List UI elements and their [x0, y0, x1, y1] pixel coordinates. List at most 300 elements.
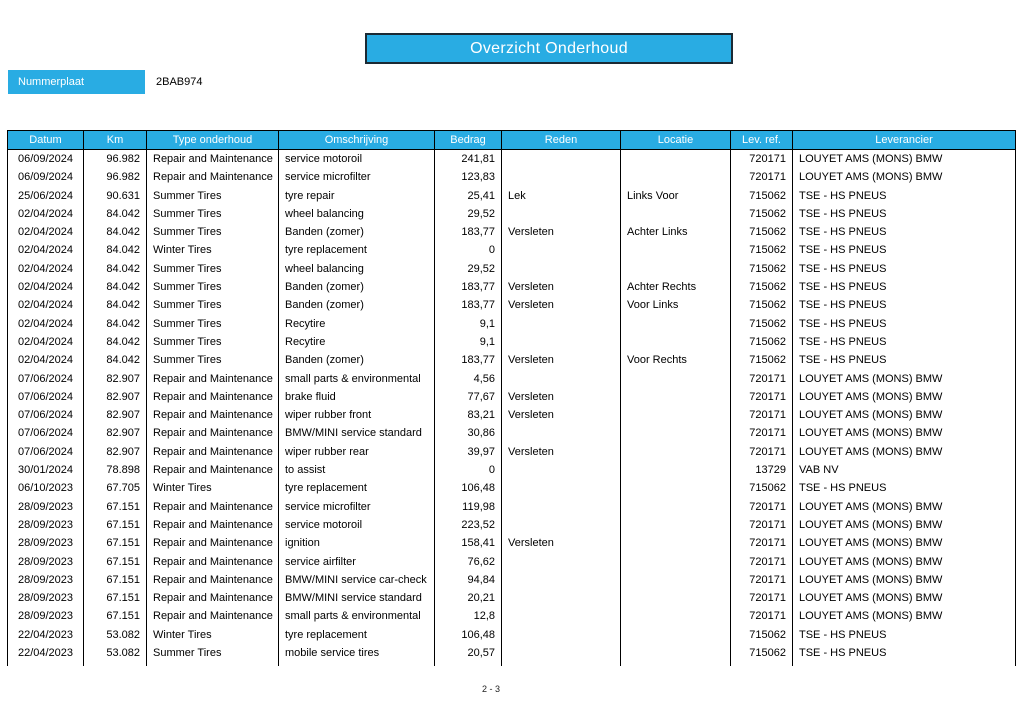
- cell-bedrag: 20,57: [435, 644, 502, 662]
- cell-lev-ref: 720171: [731, 498, 793, 516]
- cell-leverancier: LOUYET AMS (MONS) BMW: [793, 516, 1016, 534]
- cell-datum: 28/09/2023: [8, 516, 84, 534]
- cell-km: 78.898: [84, 461, 147, 479]
- cell-leverancier: TSE - HS PNEUS: [793, 315, 1016, 333]
- table-row: [8, 644, 1016, 662]
- cell-reden: [502, 589, 621, 607]
- cell-datum: 22/04/2023: [8, 644, 84, 662]
- cell-bedrag: 183,77: [435, 223, 502, 241]
- cell-type-onderhoud: Repair and Maintenance: [147, 388, 279, 406]
- cell-bedrag: 29,52: [435, 205, 502, 223]
- cell-reden: [502, 205, 621, 223]
- cell-km: 82.907: [84, 388, 147, 406]
- cell-lev-ref: 720171: [731, 589, 793, 607]
- cell-omschrijving: service microfilter: [279, 168, 435, 186]
- cell-type-onderhoud: Repair and Maintenance: [147, 461, 279, 479]
- cell-lev-ref: 715062: [731, 333, 793, 351]
- cell-lev-ref: 720171: [731, 370, 793, 388]
- page-number: 2 - 3: [481, 684, 500, 694]
- cell-reden: [502, 516, 621, 534]
- cell-bedrag: 83,21: [435, 406, 502, 424]
- cell-reden: Versleten: [502, 278, 621, 296]
- cell-locatie: [621, 479, 731, 497]
- cell-omschrijving: Recytire: [279, 333, 435, 351]
- cell-datum: 28/09/2023: [8, 571, 84, 589]
- table-row: [8, 479, 1016, 497]
- cell-leverancier: LOUYET AMS (MONS) BMW: [793, 388, 1016, 406]
- cell-datum: 02/04/2024: [8, 333, 84, 351]
- cell-bedrag: 183,77: [435, 296, 502, 314]
- stub-cell: [279, 662, 435, 666]
- license-plate-label: Nummerplaat: [8, 70, 145, 94]
- cell-type-onderhoud: Repair and Maintenance: [147, 516, 279, 534]
- cell-omschrijving: BMW/MINI service standard: [279, 589, 435, 607]
- cell-lev-ref: 715062: [731, 626, 793, 644]
- cell-locatie: [621, 333, 731, 351]
- cell-datum: 07/06/2024: [8, 406, 84, 424]
- cell-leverancier: TSE - HS PNEUS: [793, 241, 1016, 259]
- cell-omschrijving: Banden (zomer): [279, 278, 435, 296]
- cell-omschrijving: service motoroil: [279, 516, 435, 534]
- cell-lev-ref: 13729: [731, 461, 793, 479]
- cell-locatie: [621, 607, 731, 625]
- cell-locatie: [621, 168, 731, 186]
- table-row: [8, 278, 1016, 296]
- cell-leverancier: LOUYET AMS (MONS) BMW: [793, 406, 1016, 424]
- table-row: [8, 296, 1016, 314]
- cell-datum: 02/04/2024: [8, 241, 84, 259]
- cell-lev-ref: 720171: [731, 388, 793, 406]
- cell-omschrijving: service airfilter: [279, 553, 435, 571]
- cell-km: 67.151: [84, 571, 147, 589]
- cell-datum: 02/04/2024: [8, 223, 84, 241]
- table-row: [8, 626, 1016, 644]
- cell-bedrag: 0: [435, 241, 502, 259]
- cell-bedrag: 123,83: [435, 168, 502, 186]
- table-row: [8, 241, 1016, 259]
- cell-reden: Versleten: [502, 223, 621, 241]
- cell-bedrag: 9,1: [435, 333, 502, 351]
- cell-reden: [502, 168, 621, 186]
- table-row: [8, 150, 1016, 169]
- cell-bedrag: 20,21: [435, 589, 502, 607]
- cell-datum: 28/09/2023: [8, 553, 84, 571]
- table-row: [8, 589, 1016, 607]
- cell-bedrag: 106,48: [435, 479, 502, 497]
- cell-datum: 07/06/2024: [8, 388, 84, 406]
- cell-lev-ref: 715062: [731, 315, 793, 333]
- cell-reden: Versleten: [502, 443, 621, 461]
- cell-locatie: [621, 260, 731, 278]
- cell-locatie: [621, 443, 731, 461]
- cell-bedrag: 77,67: [435, 388, 502, 406]
- stub-cell: [147, 662, 279, 666]
- cell-type-onderhoud: Repair and Maintenance: [147, 168, 279, 186]
- cell-reden: [502, 424, 621, 442]
- cell-datum: 02/04/2024: [8, 315, 84, 333]
- cell-locatie: [621, 589, 731, 607]
- cell-type-onderhoud: Summer Tires: [147, 644, 279, 662]
- cell-lev-ref: 720171: [731, 424, 793, 442]
- cell-datum: 02/04/2024: [8, 351, 84, 369]
- column-header-omschrijving: Omschrijving: [279, 131, 435, 150]
- cell-leverancier: LOUYET AMS (MONS) BMW: [793, 370, 1016, 388]
- cell-type-onderhoud: Winter Tires: [147, 479, 279, 497]
- cell-reden: [502, 370, 621, 388]
- cell-type-onderhoud: Summer Tires: [147, 278, 279, 296]
- cell-lev-ref: 715062: [731, 644, 793, 662]
- cell-lev-ref: 720171: [731, 553, 793, 571]
- table-row: [8, 168, 1016, 186]
- cell-km: 82.907: [84, 370, 147, 388]
- cell-locatie: [621, 406, 731, 424]
- cell-reden: [502, 333, 621, 351]
- cell-leverancier: LOUYET AMS (MONS) BMW: [793, 607, 1016, 625]
- cell-reden: [502, 479, 621, 497]
- cell-lev-ref: 720171: [731, 516, 793, 534]
- cell-locatie: [621, 315, 731, 333]
- cell-omschrijving: Banden (zomer): [279, 223, 435, 241]
- cell-reden: [502, 571, 621, 589]
- cell-km: 67.151: [84, 534, 147, 552]
- cell-km: 84.042: [84, 333, 147, 351]
- cell-datum: 28/09/2023: [8, 607, 84, 625]
- table-row: [8, 534, 1016, 552]
- cell-lev-ref: 720171: [731, 168, 793, 186]
- table-row: [8, 571, 1016, 589]
- cell-locatie: [621, 370, 731, 388]
- cell-lev-ref: 720171: [731, 150, 793, 169]
- cell-bedrag: 158,41: [435, 534, 502, 552]
- cell-lev-ref: 715062: [731, 205, 793, 223]
- cell-km: 90.631: [84, 187, 147, 205]
- cell-reden: [502, 607, 621, 625]
- cell-locatie: Voor Links: [621, 296, 731, 314]
- cell-reden: [502, 626, 621, 644]
- cell-type-onderhoud: Repair and Maintenance: [147, 571, 279, 589]
- cell-leverancier: LOUYET AMS (MONS) BMW: [793, 424, 1016, 442]
- cell-leverancier: LOUYET AMS (MONS) BMW: [793, 589, 1016, 607]
- table-continuation-stub: [8, 662, 1016, 666]
- cell-km: 84.042: [84, 241, 147, 259]
- table-row: [8, 260, 1016, 278]
- cell-omschrijving: tyre replacement: [279, 479, 435, 497]
- cell-omschrijving: wiper rubber rear: [279, 443, 435, 461]
- cell-reden: Versleten: [502, 351, 621, 369]
- cell-lev-ref: 715062: [731, 479, 793, 497]
- cell-datum: 07/06/2024: [8, 443, 84, 461]
- stub-cell: [731, 662, 793, 666]
- cell-type-onderhoud: Repair and Maintenance: [147, 406, 279, 424]
- column-header-km: Km: [84, 131, 147, 150]
- table-row: [8, 498, 1016, 516]
- cell-km: 84.042: [84, 315, 147, 333]
- cell-reden: [502, 461, 621, 479]
- cell-km: 96.982: [84, 168, 147, 186]
- cell-locatie: Voor Rechts: [621, 351, 731, 369]
- cell-locatie: [621, 644, 731, 662]
- cell-locatie: [621, 553, 731, 571]
- cell-locatie: [621, 516, 731, 534]
- cell-locatie: [621, 241, 731, 259]
- cell-km: 82.907: [84, 424, 147, 442]
- cell-leverancier: LOUYET AMS (MONS) BMW: [793, 571, 1016, 589]
- cell-type-onderhoud: Repair and Maintenance: [147, 443, 279, 461]
- table-row: [8, 443, 1016, 461]
- cell-datum: 02/04/2024: [8, 205, 84, 223]
- cell-bedrag: 241,81: [435, 150, 502, 169]
- stub-cell: [84, 662, 147, 666]
- cell-omschrijving: service motoroil: [279, 150, 435, 169]
- cell-type-onderhoud: Summer Tires: [147, 223, 279, 241]
- cell-datum: 06/10/2023: [8, 479, 84, 497]
- cell-leverancier: TSE - HS PNEUS: [793, 296, 1016, 314]
- cell-datum: 06/09/2024: [8, 150, 84, 169]
- cell-datum: 28/09/2023: [8, 589, 84, 607]
- cell-km: 53.082: [84, 644, 147, 662]
- cell-omschrijving: wheel balancing: [279, 205, 435, 223]
- cell-lev-ref: 715062: [731, 223, 793, 241]
- cell-type-onderhoud: Repair and Maintenance: [147, 498, 279, 516]
- cell-datum: 06/09/2024: [8, 168, 84, 186]
- cell-leverancier: LOUYET AMS (MONS) BMW: [793, 150, 1016, 169]
- cell-lev-ref: 720171: [731, 607, 793, 625]
- cell-bedrag: 9,1: [435, 315, 502, 333]
- cell-km: 84.042: [84, 223, 147, 241]
- cell-lev-ref: 715062: [731, 278, 793, 296]
- table-row: [8, 424, 1016, 442]
- table-row: [8, 351, 1016, 369]
- cell-bedrag: 12,8: [435, 607, 502, 625]
- cell-datum: 28/09/2023: [8, 498, 84, 516]
- cell-reden: Versleten: [502, 406, 621, 424]
- cell-omschrijving: wiper rubber front: [279, 406, 435, 424]
- cell-km: 67.151: [84, 607, 147, 625]
- cell-leverancier: LOUYET AMS (MONS) BMW: [793, 553, 1016, 571]
- report-title: [365, 33, 733, 64]
- cell-type-onderhoud: Summer Tires: [147, 187, 279, 205]
- cell-omschrijving: tyre replacement: [279, 241, 435, 259]
- cell-bedrag: 25,41: [435, 187, 502, 205]
- cell-bedrag: 30,86: [435, 424, 502, 442]
- cell-bedrag: 39,97: [435, 443, 502, 461]
- cell-bedrag: 183,77: [435, 278, 502, 296]
- cell-type-onderhoud: Summer Tires: [147, 205, 279, 223]
- cell-reden: [502, 644, 621, 662]
- cell-leverancier: TSE - HS PNEUS: [793, 260, 1016, 278]
- stub-cell: [8, 662, 84, 666]
- cell-omschrijving: ignition: [279, 534, 435, 552]
- cell-locatie: Links Voor: [621, 187, 731, 205]
- cell-km: 67.705: [84, 479, 147, 497]
- cell-datum: 25/06/2024: [8, 187, 84, 205]
- cell-omschrijving: small parts & environmental: [279, 607, 435, 625]
- cell-lev-ref: 715062: [731, 296, 793, 314]
- table-body: [8, 150, 1016, 667]
- cell-km: 84.042: [84, 260, 147, 278]
- cell-reden: [502, 315, 621, 333]
- cell-datum: 30/01/2024: [8, 461, 84, 479]
- cell-omschrijving: BMW/MINI service car-check: [279, 571, 435, 589]
- cell-datum: 02/04/2024: [8, 296, 84, 314]
- cell-leverancier: TSE - HS PNEUS: [793, 278, 1016, 296]
- cell-reden: [502, 498, 621, 516]
- cell-reden: [502, 150, 621, 169]
- table-header-row: [8, 131, 1016, 150]
- cell-type-onderhoud: Summer Tires: [147, 351, 279, 369]
- cell-km: 67.151: [84, 553, 147, 571]
- cell-locatie: [621, 150, 731, 169]
- cell-type-onderhoud: Winter Tires: [147, 626, 279, 644]
- cell-type-onderhoud: Repair and Maintenance: [147, 424, 279, 442]
- cell-km: 67.151: [84, 589, 147, 607]
- cell-type-onderhoud: Repair and Maintenance: [147, 553, 279, 571]
- cell-reden: Versleten: [502, 296, 621, 314]
- cell-leverancier: TSE - HS PNEUS: [793, 187, 1016, 205]
- cell-km: 96.982: [84, 150, 147, 169]
- cell-lev-ref: 720171: [731, 534, 793, 552]
- cell-locatie: [621, 424, 731, 442]
- table-row: [8, 315, 1016, 333]
- cell-type-onderhoud: Repair and Maintenance: [147, 370, 279, 388]
- cell-km: 67.151: [84, 498, 147, 516]
- cell-km: 82.907: [84, 406, 147, 424]
- cell-leverancier: LOUYET AMS (MONS) BMW: [793, 443, 1016, 461]
- cell-locatie: [621, 534, 731, 552]
- cell-type-onderhoud: Summer Tires: [147, 333, 279, 351]
- cell-type-onderhoud: Summer Tires: [147, 260, 279, 278]
- cell-reden: Lek: [502, 187, 621, 205]
- report-title-text: Overzicht Onderhoud: [470, 39, 628, 57]
- cell-leverancier: TSE - HS PNEUS: [793, 205, 1016, 223]
- cell-lev-ref: 715062: [731, 351, 793, 369]
- cell-leverancier: TSE - HS PNEUS: [793, 644, 1016, 662]
- cell-omschrijving: Recytire: [279, 315, 435, 333]
- table-row: [8, 516, 1016, 534]
- cell-leverancier: LOUYET AMS (MONS) BMW: [793, 498, 1016, 516]
- table-row: [8, 607, 1016, 625]
- cell-leverancier: LOUYET AMS (MONS) BMW: [793, 534, 1016, 552]
- cell-locatie: [621, 498, 731, 516]
- cell-reden: Versleten: [502, 388, 621, 406]
- column-header-datum: Datum: [8, 131, 84, 150]
- table-row: [8, 370, 1016, 388]
- stub-cell: [435, 662, 502, 666]
- cell-leverancier: VAB NV: [793, 461, 1016, 479]
- cell-lev-ref: 715062: [731, 241, 793, 259]
- cell-km: 53.082: [84, 626, 147, 644]
- stub-cell: [502, 662, 621, 666]
- cell-bedrag: 29,52: [435, 260, 502, 278]
- cell-bedrag: 94,84: [435, 571, 502, 589]
- cell-locatie: [621, 388, 731, 406]
- table-row: [8, 205, 1016, 223]
- cell-leverancier: TSE - HS PNEUS: [793, 626, 1016, 644]
- cell-lev-ref: 720171: [731, 571, 793, 589]
- cell-km: 84.042: [84, 205, 147, 223]
- cell-km: 84.042: [84, 278, 147, 296]
- cell-bedrag: 183,77: [435, 351, 502, 369]
- cell-reden: Versleten: [502, 534, 621, 552]
- cell-datum: 07/06/2024: [8, 370, 84, 388]
- column-header-locatie: Locatie: [621, 131, 731, 150]
- table-row: [8, 333, 1016, 351]
- cell-omschrijving: to assist: [279, 461, 435, 479]
- cell-type-onderhoud: Summer Tires: [147, 296, 279, 314]
- cell-type-onderhoud: Winter Tires: [147, 241, 279, 259]
- cell-omschrijving: small parts & environmental: [279, 370, 435, 388]
- cell-reden: [502, 260, 621, 278]
- cell-bedrag: 0: [435, 461, 502, 479]
- cell-type-onderhoud: Repair and Maintenance: [147, 534, 279, 552]
- column-header-bedrag: Bedrag: [435, 131, 502, 150]
- maintenance-table: [7, 130, 1016, 666]
- cell-leverancier: TSE - HS PNEUS: [793, 479, 1016, 497]
- cell-datum: 02/04/2024: [8, 278, 84, 296]
- stub-cell: [621, 662, 731, 666]
- cell-bedrag: 4,56: [435, 370, 502, 388]
- cell-locatie: [621, 461, 731, 479]
- cell-locatie: [621, 571, 731, 589]
- column-header-leverancier: Leverancier: [793, 131, 1016, 150]
- cell-omschrijving: wheel balancing: [279, 260, 435, 278]
- cell-km: 67.151: [84, 516, 147, 534]
- cell-omschrijving: mobile service tires: [279, 644, 435, 662]
- cell-datum: 07/06/2024: [8, 424, 84, 442]
- cell-bedrag: 119,98: [435, 498, 502, 516]
- cell-locatie: [621, 205, 731, 223]
- cell-km: 84.042: [84, 351, 147, 369]
- cell-reden: [502, 553, 621, 571]
- cell-lev-ref: 720171: [731, 406, 793, 424]
- cell-lev-ref: 715062: [731, 260, 793, 278]
- cell-omschrijving: tyre replacement: [279, 626, 435, 644]
- column-header-reden: Reden: [502, 131, 621, 150]
- cell-leverancier: TSE - HS PNEUS: [793, 223, 1016, 241]
- cell-omschrijving: Banden (zomer): [279, 296, 435, 314]
- cell-locatie: Achter Rechts: [621, 278, 731, 296]
- cell-lev-ref: 720171: [731, 443, 793, 461]
- cell-locatie: [621, 626, 731, 644]
- table-row: [8, 388, 1016, 406]
- cell-omschrijving: Banden (zomer): [279, 351, 435, 369]
- cell-omschrijving: service microfilter: [279, 498, 435, 516]
- cell-omschrijving: BMW/MINI service standard: [279, 424, 435, 442]
- cell-omschrijving: tyre repair: [279, 187, 435, 205]
- cell-omschrijving: brake fluid: [279, 388, 435, 406]
- column-header-lev-ref: Lev. ref.: [731, 131, 793, 150]
- cell-type-onderhoud: Repair and Maintenance: [147, 607, 279, 625]
- license-plate-value: 2BAB974: [156, 76, 203, 88]
- table-row: [8, 187, 1016, 205]
- cell-datum: 22/04/2023: [8, 626, 84, 644]
- cell-datum: 28/09/2023: [8, 534, 84, 552]
- cell-leverancier: TSE - HS PNEUS: [793, 351, 1016, 369]
- cell-locatie: Achter Links: [621, 223, 731, 241]
- cell-lev-ref: 715062: [731, 187, 793, 205]
- table-row: [8, 553, 1016, 571]
- cell-leverancier: TSE - HS PNEUS: [793, 333, 1016, 351]
- cell-leverancier: LOUYET AMS (MONS) BMW: [793, 168, 1016, 186]
- cell-type-onderhoud: Summer Tires: [147, 315, 279, 333]
- column-header-type-onderhoud: Type onderhoud: [147, 131, 279, 150]
- cell-bedrag: 223,52: [435, 516, 502, 534]
- table-row: [8, 406, 1016, 424]
- table-row: [8, 461, 1016, 479]
- stub-cell: [793, 662, 1016, 666]
- cell-km: 84.042: [84, 296, 147, 314]
- cell-km: 82.907: [84, 443, 147, 461]
